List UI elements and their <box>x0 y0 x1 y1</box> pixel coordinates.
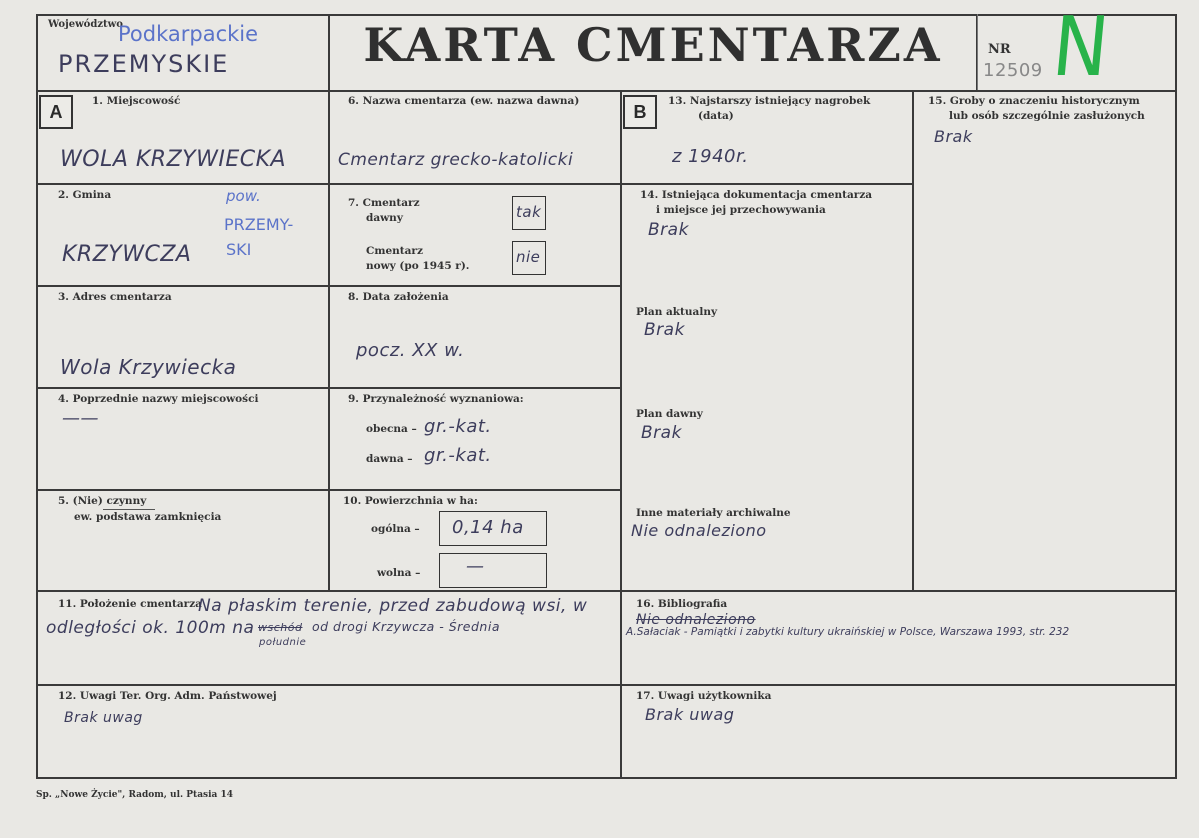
field-16-value: A.Sałaciak - Pamiątki i zabytki kultury ukraińskiej w Polsce, Warszawa 1993, str. 232 <box>626 626 1070 638</box>
col-divider-ab <box>620 90 622 778</box>
field-11-correction: południe <box>259 637 307 648</box>
plan-current-value: Brak <box>644 320 685 340</box>
field-7-new-label-1: Cmentarz <box>366 245 423 257</box>
nr-value: 12509 <box>983 60 1043 81</box>
section-b-marker: B <box>623 95 657 129</box>
hline-mid <box>37 590 1176 592</box>
field-3-value: Wola Krzywiecka <box>60 355 237 379</box>
field-9-former-value: gr.-kat. <box>424 445 492 466</box>
header-bottom-line <box>37 90 1176 92</box>
field-11-label: 11. Położenie cmentarza <box>58 598 202 610</box>
field-3-label: 3. Adres cmentarza <box>58 291 172 303</box>
field-10-free-value: — <box>466 556 485 577</box>
field-2-value: KRZYWCZA <box>62 242 192 267</box>
col-divider-b <box>912 90 914 591</box>
field-7-new-value: nie <box>516 248 541 266</box>
plan-current-label: Plan aktualny <box>636 306 718 318</box>
field-7-old-value: tak <box>516 203 542 221</box>
field-10-label: 10. Powierzchnia w ha: <box>343 495 478 507</box>
field-10-free-label: wolna – <box>377 567 421 579</box>
field-12-label: 12. Uwagi Ter. Org. Adm. Państwowej <box>58 690 277 702</box>
section-a-marker: A <box>39 95 73 129</box>
field-7-label: 7. Cmentarz <box>348 197 420 209</box>
field-5-label-1: 5. (Nie) czynny <box>58 495 147 507</box>
plan-old-label: Plan dawny <box>636 408 703 420</box>
hline-a1 <box>37 183 621 185</box>
field-7-new-label-2: nowy (po 1945 r). <box>366 260 470 272</box>
field-11-line2-a: odległości ok. 100m na <box>46 618 255 638</box>
nr-label: NR <box>988 42 1011 57</box>
field-4-value: —— <box>62 408 99 429</box>
frame-right <box>1175 14 1177 779</box>
field-9-former-label: dawna – <box>366 453 413 465</box>
frame-top <box>37 14 1176 16</box>
field-14-value: Brak <box>648 220 689 240</box>
field-2-label: 2. Gmina <box>58 189 112 201</box>
field-9-current-label: obecna – <box>366 423 417 435</box>
card-title: KARTA CMENTARZA <box>363 18 943 72</box>
field-2-note-1: pow. <box>226 187 261 205</box>
field-17-label: 17. Uwagi użytkownika <box>636 690 772 702</box>
field-11-line2-b: od drogi Krzywcza - Średnia <box>312 619 500 634</box>
printer-footer: Sp. „Nowe Życie", Radom, ul. Ptasia 14 <box>36 790 234 800</box>
field-4-label: 4. Poprzednie nazwy miejscowości <box>58 393 259 405</box>
hline-lower <box>37 684 1176 686</box>
hline-b13 <box>621 183 913 185</box>
field-13-value: z 1940r. <box>672 146 749 167</box>
field-8-value: pocz. XX w. <box>356 340 465 361</box>
other-materials-value: Nie odnaleziono <box>631 521 767 540</box>
field-1-label: 1. Miejscowość <box>92 95 181 107</box>
field-16-label: 16. Bibliografia <box>636 598 728 610</box>
field-10-free-box <box>439 553 547 588</box>
field-15-value: Brak <box>934 127 973 146</box>
plan-old-value: Brak <box>641 423 682 443</box>
field-8-label: 8. Data założenia <box>348 291 449 303</box>
field-10-total-value: 0,14 ha <box>452 517 524 538</box>
field-15-label-2: lub osób szczególnie zasłużonych <box>949 110 1145 122</box>
voivodeship-value: PRZEMYSKIE <box>58 50 230 78</box>
field-11-line2-struck: wschód <box>258 621 303 634</box>
hline-a2 <box>37 285 621 287</box>
voivodeship-label: Województwo <box>48 19 123 30</box>
field-1-value: WOLA KRZYWIECKA <box>60 147 287 172</box>
field-12-value: Brak uwag <box>64 710 143 726</box>
field-14-label-1: 14. Istniejąca dokumentacja cmentarza <box>640 189 873 201</box>
col-divider-a <box>328 90 330 591</box>
nr-mark: N <box>1048 0 1113 95</box>
frame-bottom <box>37 777 1176 779</box>
field-11-line1: Na płaskim terenie, przed zabudową wsi, w <box>198 596 588 616</box>
frame-left <box>36 14 38 779</box>
field-7-old-label: dawny <box>366 212 403 224</box>
field-9-label: 9. Przynależność wyznaniowa: <box>348 393 524 405</box>
field-5-label-2: ew. podstawa zamknięcia <box>74 511 222 523</box>
field-14-label-2: i miejsce jej przechowywania <box>656 204 826 216</box>
field-9-current-value: gr.-kat. <box>424 416 492 437</box>
field-15-label-1: 15. Groby o znaczeniu historycznym <box>928 95 1140 107</box>
field-5-underline <box>103 509 155 510</box>
field-2-note-2: PRZEMY- <box>224 215 294 234</box>
field-2-note-3: SKI <box>226 240 252 259</box>
field-13-label-2: (data) <box>698 110 734 122</box>
nr-box-left <box>977 14 978 90</box>
field-6-value: Cmentarz grecko-katolicki <box>338 150 574 170</box>
voivodeship-stamp: Podkarpackie <box>118 22 259 46</box>
hline-a4 <box>37 489 621 491</box>
other-materials-label: Inne materiały archiwalne <box>636 507 791 519</box>
hline-a3 <box>37 387 621 389</box>
field-17-value: Brak uwag <box>645 705 735 724</box>
field-6-label: 6. Nazwa cmentarza (ew. nazwa dawna) <box>348 95 580 107</box>
field-16-struck: Nie odnaleziono <box>636 612 756 628</box>
field-10-total-label: ogólna – <box>371 523 420 535</box>
field-13-label-1: 13. Najstarszy istniejący nagrobek <box>668 95 871 107</box>
